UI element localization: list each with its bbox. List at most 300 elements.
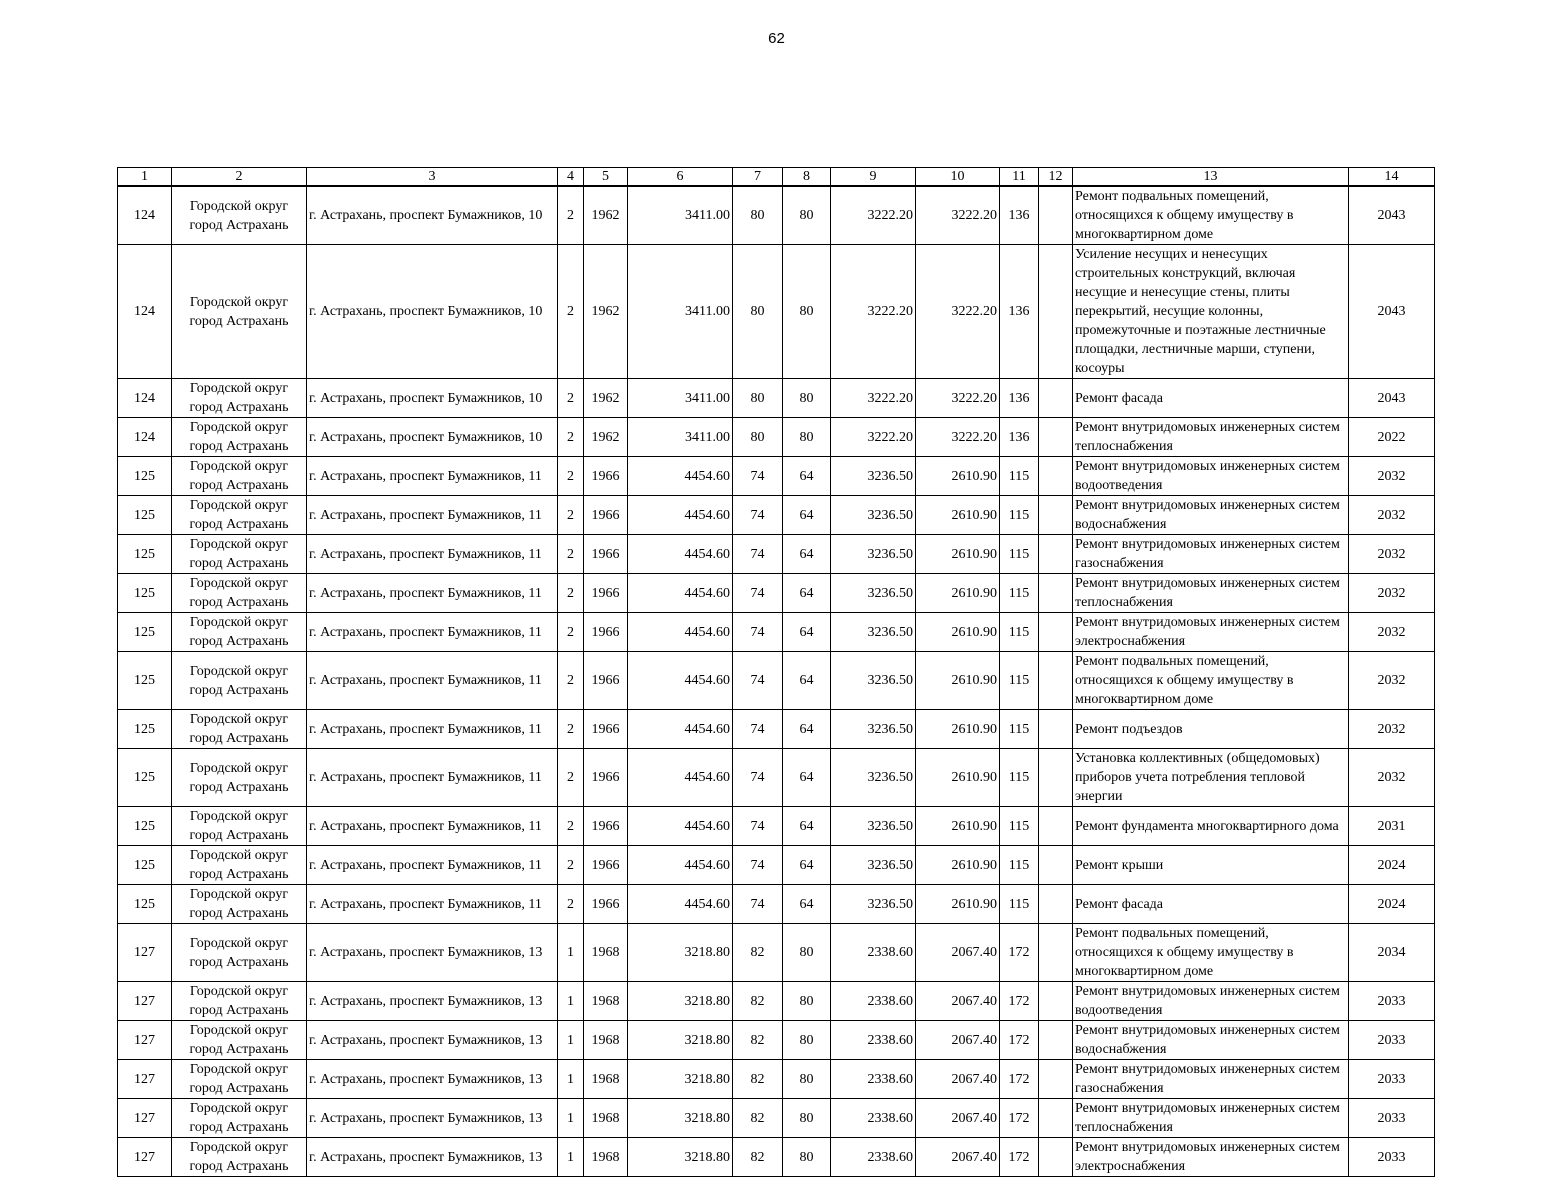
cell-col-11: 172 [1000,1060,1039,1099]
cell-col-9: 3222.20 [831,418,916,457]
cell-col-7: 74 [733,496,783,535]
column-header: 4 [558,168,584,187]
cell-col-11: 115 [1000,807,1039,846]
cell-work-type: Ремонт внутридомовых инженерных систем водоотведения [1073,982,1349,1021]
cell-col-12 [1039,982,1073,1021]
cell-col-8: 80 [783,1138,831,1177]
cell-col-4: 2 [558,418,584,457]
table-row [118,652,1435,710]
cell-col-11: 172 [1000,1138,1039,1177]
table-row [118,496,1435,535]
column-header: 9 [831,168,916,187]
cell-col-4: 2 [558,379,584,418]
cell-year-planned: 2032 [1349,613,1435,652]
cell-col-11: 136 [1000,418,1039,457]
cell-col-7: 80 [733,418,783,457]
cell-address: г. Астрахань, проспект Бумажников, 11 [307,885,558,924]
cell-col-11: 172 [1000,1099,1039,1138]
cell-col-9: 3236.50 [831,652,916,710]
cell-year: 1966 [584,749,628,807]
cell-col-4: 1 [558,1138,584,1177]
cell-col-10: 2067.40 [916,1099,1000,1138]
cell-col-7: 74 [733,652,783,710]
cell-municipality: Городской округ город Астрахань [172,1060,307,1099]
cell-year-planned: 2033 [1349,1021,1435,1060]
cell-col-11: 136 [1000,186,1039,245]
cell-col-7: 74 [733,846,783,885]
cell-municipality: Городской округ город Астрахань [172,846,307,885]
cell-col-8: 64 [783,574,831,613]
cell-work-type: Ремонт подвальных помещений, относящихся к общему имуществу в многоквартирном доме [1073,924,1349,982]
cell-col-9: 2338.60 [831,1099,916,1138]
cell-municipality: Городской округ город Астрахань [172,924,307,982]
table-row [118,846,1435,885]
cell-col-10: 2610.90 [916,574,1000,613]
cell-col-6: 3218.80 [628,1099,733,1138]
cell-col-8: 80 [783,379,831,418]
cell-municipality: Городской округ город Астрахань [172,418,307,457]
cell-work-type: Ремонт фасада [1073,379,1349,418]
cell-col-6: 3411.00 [628,418,733,457]
cell-year-planned: 2031 [1349,807,1435,846]
cell-address: г. Астрахань, проспект Бумажников, 11 [307,652,558,710]
cell-col-8: 64 [783,535,831,574]
cell-col-9: 3236.50 [831,807,916,846]
column-header: 10 [916,168,1000,187]
cell-municipality: Городской округ город Астрахань [172,1021,307,1060]
table-row [118,379,1435,418]
cell-row-number: 125 [118,652,172,710]
cell-col-4: 2 [558,710,584,749]
cell-year: 1962 [584,186,628,245]
table-row [118,749,1435,807]
cell-col-12 [1039,613,1073,652]
cell-year: 1968 [584,924,628,982]
cell-work-type: Ремонт внутридомовых инженерных систем водоснабжения [1073,1021,1349,1060]
cell-col-6: 4454.60 [628,574,733,613]
cell-year: 1968 [584,1138,628,1177]
cell-col-4: 2 [558,749,584,807]
cell-col-9: 3236.50 [831,574,916,613]
cell-col-12 [1039,574,1073,613]
cell-col-11: 115 [1000,652,1039,710]
cell-year: 1968 [584,1099,628,1138]
cell-col-12 [1039,379,1073,418]
cell-year-planned: 2033 [1349,1099,1435,1138]
cell-row-number: 125 [118,807,172,846]
cell-work-type: Ремонт крыши [1073,846,1349,885]
cell-col-6: 3218.80 [628,1138,733,1177]
cell-work-type: Ремонт внутридомовых инженерных систем электроснабжения [1073,1138,1349,1177]
cell-col-9: 3222.20 [831,186,916,245]
cell-address: г. Астрахань, проспект Бумажников, 13 [307,982,558,1021]
cell-year: 1968 [584,1021,628,1060]
cell-col-11: 136 [1000,245,1039,379]
cell-year-planned: 2043 [1349,186,1435,245]
cell-municipality: Городской округ город Астрахань [172,574,307,613]
cell-col-8: 64 [783,885,831,924]
cell-col-9: 3236.50 [831,613,916,652]
table-row [118,457,1435,496]
cell-col-6: 4454.60 [628,749,733,807]
table-row [118,245,1435,379]
cell-year: 1968 [584,1060,628,1099]
cell-year: 1962 [584,379,628,418]
table-row [118,710,1435,749]
cell-col-11: 172 [1000,924,1039,982]
cell-row-number: 124 [118,379,172,418]
cell-col-12 [1039,710,1073,749]
cell-work-type: Ремонт внутридомовых инженерных систем газоснабжения [1073,1060,1349,1099]
cell-work-type: Ремонт внутридомовых инженерных систем водоснабжения [1073,496,1349,535]
cell-col-9: 2338.60 [831,982,916,1021]
cell-year: 1966 [584,710,628,749]
cell-col-7: 74 [733,613,783,652]
cell-address: г. Астрахань, проспект Бумажников, 13 [307,1021,558,1060]
cell-address: г. Астрахань, проспект Бумажников, 11 [307,457,558,496]
cell-col-8: 80 [783,1099,831,1138]
table-row [118,1021,1435,1060]
cell-col-12 [1039,924,1073,982]
cell-col-10: 2610.90 [916,652,1000,710]
cell-col-12 [1039,885,1073,924]
cell-col-9: 3236.50 [831,710,916,749]
cell-col-8: 80 [783,186,831,245]
cell-col-4: 2 [558,807,584,846]
cell-col-4: 1 [558,924,584,982]
cell-col-7: 74 [733,749,783,807]
cell-col-12 [1039,1138,1073,1177]
cell-year-planned: 2043 [1349,245,1435,379]
cell-work-type: Ремонт подвальных помещений, относящихся к общему имуществу в многоквартирном доме [1073,186,1349,245]
cell-col-6: 3218.80 [628,1060,733,1099]
cell-row-number: 124 [118,245,172,379]
cell-col-9: 2338.60 [831,924,916,982]
cell-address: г. Астрахань, проспект Бумажников, 11 [307,846,558,885]
cell-municipality: Городской округ город Астрахань [172,807,307,846]
cell-col-12 [1039,1021,1073,1060]
cell-col-8: 80 [783,1021,831,1060]
cell-address: г. Астрахань, проспект Бумажников, 13 [307,1138,558,1177]
cell-col-4: 2 [558,652,584,710]
cell-year-planned: 2032 [1349,574,1435,613]
cell-row-number: 127 [118,1138,172,1177]
cell-address: г. Астрахань, проспект Бумажников, 11 [307,535,558,574]
cell-col-6: 4454.60 [628,885,733,924]
cell-col-4: 2 [558,574,584,613]
cell-address: г. Астрахань, проспект Бумажников, 10 [307,186,558,245]
cell-municipality: Городской округ город Астрахань [172,1138,307,1177]
table-row [118,924,1435,982]
cell-col-8: 64 [783,457,831,496]
cell-municipality: Городской округ город Астрахань [172,245,307,379]
cell-col-10: 2610.90 [916,807,1000,846]
cell-col-11: 115 [1000,496,1039,535]
cell-col-11: 115 [1000,535,1039,574]
cell-col-10: 3222.20 [916,418,1000,457]
cell-col-4: 2 [558,613,584,652]
cell-year-planned: 2032 [1349,496,1435,535]
cell-col-10: 3222.20 [916,379,1000,418]
cell-col-10: 2610.90 [916,710,1000,749]
cell-col-6: 3411.00 [628,186,733,245]
cell-work-type: Ремонт подвальных помещений, относящихся к общему имуществу в многоквартирном доме [1073,652,1349,710]
cell-col-8: 80 [783,924,831,982]
cell-col-10: 2610.90 [916,535,1000,574]
cell-col-6: 4454.60 [628,535,733,574]
cell-year: 1968 [584,982,628,1021]
cell-year-planned: 2032 [1349,749,1435,807]
cell-municipality: Городской округ город Астрахань [172,710,307,749]
cell-col-6: 3218.80 [628,924,733,982]
cell-col-12 [1039,496,1073,535]
cell-row-number: 127 [118,1060,172,1099]
table-row [118,574,1435,613]
cell-address: г. Астрахань, проспект Бумажников, 11 [307,710,558,749]
cell-col-6: 3411.00 [628,379,733,418]
cell-col-10: 2067.40 [916,1060,1000,1099]
cell-municipality: Городской округ город Астрахань [172,457,307,496]
column-header: 7 [733,168,783,187]
cell-col-6: 4454.60 [628,710,733,749]
cell-col-7: 74 [733,807,783,846]
cell-year-planned: 2032 [1349,652,1435,710]
cell-row-number: 125 [118,574,172,613]
cell-municipality: Городской округ город Астрахань [172,613,307,652]
cell-address: г. Астрахань, проспект Бумажников, 11 [307,613,558,652]
cell-col-11: 136 [1000,379,1039,418]
cell-col-12 [1039,652,1073,710]
cell-row-number: 127 [118,982,172,1021]
cell-col-8: 64 [783,807,831,846]
cell-col-11: 115 [1000,613,1039,652]
cell-col-7: 74 [733,574,783,613]
cell-address: г. Астрахань, проспект Бумажников, 13 [307,1099,558,1138]
cell-col-9: 3236.50 [831,457,916,496]
cell-col-7: 82 [733,982,783,1021]
cell-col-12 [1039,245,1073,379]
cell-address: г. Астрахань, проспект Бумажников, 10 [307,379,558,418]
cell-col-8: 64 [783,613,831,652]
table-row [118,535,1435,574]
cell-col-4: 2 [558,186,584,245]
cell-col-8: 80 [783,982,831,1021]
cell-col-8: 64 [783,710,831,749]
cell-year-planned: 2032 [1349,535,1435,574]
cell-col-4: 2 [558,846,584,885]
cell-work-type: Ремонт подъездов [1073,710,1349,749]
cell-col-10: 2610.90 [916,885,1000,924]
cell-municipality: Городской округ город Астрахань [172,982,307,1021]
cell-col-4: 2 [558,885,584,924]
cell-col-11: 115 [1000,846,1039,885]
cell-col-6: 3411.00 [628,245,733,379]
cell-col-4: 1 [558,1099,584,1138]
cell-year: 1966 [584,457,628,496]
cell-address: г. Астрахань, проспект Бумажников, 11 [307,807,558,846]
cell-address: г. Астрахань, проспект Бумажников, 13 [307,924,558,982]
cell-col-12 [1039,418,1073,457]
cell-col-12 [1039,535,1073,574]
cell-col-10: 2067.40 [916,1138,1000,1177]
cell-col-7: 74 [733,710,783,749]
cell-row-number: 127 [118,1021,172,1060]
cell-col-10: 3222.20 [916,245,1000,379]
cell-col-7: 80 [733,186,783,245]
cell-row-number: 124 [118,186,172,245]
cell-municipality: Городской округ город Астрахань [172,1099,307,1138]
cell-col-4: 2 [558,245,584,379]
cell-col-10: 2067.40 [916,982,1000,1021]
cell-col-12 [1039,807,1073,846]
cell-col-10: 2610.90 [916,457,1000,496]
cell-year: 1966 [584,885,628,924]
cell-row-number: 125 [118,710,172,749]
cell-col-6: 4454.60 [628,457,733,496]
cell-col-9: 3222.20 [831,379,916,418]
cell-row-number: 124 [118,418,172,457]
table-row [118,807,1435,846]
cell-col-8: 64 [783,749,831,807]
cell-col-6: 4454.60 [628,496,733,535]
table-row [118,1138,1435,1177]
column-header: 14 [1349,168,1435,187]
cell-col-4: 2 [558,496,584,535]
cell-col-7: 82 [733,924,783,982]
page-number: 62 [768,30,785,47]
cell-col-9: 3236.50 [831,535,916,574]
cell-municipality: Городской округ город Астрахань [172,652,307,710]
cell-col-10: 2610.90 [916,846,1000,885]
cell-col-7: 74 [733,885,783,924]
cell-col-6: 4454.60 [628,846,733,885]
cell-col-12 [1039,846,1073,885]
column-header: 2 [172,168,307,187]
cell-work-type: Установка коллективных (общедомовых) приборов учета потребления тепловой энергии [1073,749,1349,807]
cell-work-type: Усиление несущих и ненесущих строительных конструкций, включая несущие и ненесущие стены, плиты перекрытий, несущие колонны, промежуточные и поэтажные лестничные площадки, лестничные марши, ступени, косоуры [1073,245,1349,379]
cell-col-4: 1 [558,982,584,1021]
table-row [118,982,1435,1021]
cell-year: 1966 [584,613,628,652]
cell-col-7: 82 [733,1099,783,1138]
cell-year: 1962 [584,245,628,379]
cell-col-8: 80 [783,245,831,379]
cell-year: 1966 [584,846,628,885]
cell-row-number: 127 [118,1099,172,1138]
cell-col-12 [1039,457,1073,496]
column-header: 8 [783,168,831,187]
cell-work-type: Ремонт внутридомовых инженерных систем электроснабжения [1073,613,1349,652]
column-header: 11 [1000,168,1039,187]
cell-col-7: 82 [733,1060,783,1099]
cell-work-type: Ремонт внутридомовых инженерных систем теплоснабжения [1073,574,1349,613]
cell-col-8: 80 [783,1060,831,1099]
cell-col-11: 115 [1000,749,1039,807]
cell-row-number: 125 [118,613,172,652]
cell-col-4: 2 [558,535,584,574]
cell-col-11: 115 [1000,574,1039,613]
cell-municipality: Городской округ город Астрахань [172,749,307,807]
cell-row-number: 125 [118,535,172,574]
cell-col-4: 2 [558,457,584,496]
cell-year: 1962 [584,418,628,457]
cell-municipality: Городской округ город Астрахань [172,496,307,535]
cell-year-planned: 2022 [1349,418,1435,457]
cell-col-9: 3236.50 [831,496,916,535]
cell-work-type: Ремонт внутридомовых инженерных систем теплоснабжения [1073,1099,1349,1138]
cell-municipality: Городской округ город Астрахань [172,885,307,924]
cell-col-10: 2067.40 [916,924,1000,982]
table-row [118,613,1435,652]
cell-municipality: Городской округ город Астрахань [172,186,307,245]
cell-col-9: 3236.50 [831,749,916,807]
cell-col-10: 2067.40 [916,1021,1000,1060]
cell-col-6: 4454.60 [628,652,733,710]
cell-col-11: 172 [1000,982,1039,1021]
column-header: 1 [118,168,172,187]
cell-year: 1966 [584,496,628,535]
cell-row-number: 125 [118,885,172,924]
table-row [118,1099,1435,1138]
cell-col-9: 3222.20 [831,245,916,379]
cell-row-number: 125 [118,496,172,535]
cell-address: г. Астрахань, проспект Бумажников, 10 [307,245,558,379]
cell-year-planned: 2043 [1349,379,1435,418]
cell-year-planned: 2033 [1349,1060,1435,1099]
cell-col-12 [1039,749,1073,807]
cell-year-planned: 2032 [1349,457,1435,496]
cell-col-8: 64 [783,652,831,710]
cell-municipality: Городской округ город Астрахань [172,379,307,418]
cell-col-9: 2338.60 [831,1021,916,1060]
table-row [118,186,1435,245]
cell-col-7: 82 [733,1138,783,1177]
cell-col-7: 80 [733,245,783,379]
cell-work-type: Ремонт внутридомовых инженерных систем газоснабжения [1073,535,1349,574]
cell-work-type: Ремонт фасада [1073,885,1349,924]
column-header: 5 [584,168,628,187]
cell-work-type: Ремонт внутридомовых инженерных систем теплоснабжения [1073,418,1349,457]
cell-col-10: 3222.20 [916,186,1000,245]
cell-col-6: 4454.60 [628,613,733,652]
cell-year-planned: 2024 [1349,846,1435,885]
cell-col-11: 115 [1000,885,1039,924]
cell-work-type: Ремонт фундамента многоквартирного дома [1073,807,1349,846]
column-header: 13 [1073,168,1349,187]
cell-address: г. Астрахань, проспект Бумажников, 11 [307,749,558,807]
column-header: 12 [1039,168,1073,187]
cell-col-9: 3236.50 [831,846,916,885]
table-row [118,1060,1435,1099]
cell-col-12 [1039,1060,1073,1099]
cell-col-11: 115 [1000,710,1039,749]
cell-col-7: 82 [733,1021,783,1060]
cell-col-12 [1039,1099,1073,1138]
cell-work-type: Ремонт внутридомовых инженерных систем водоотведения [1073,457,1349,496]
cell-col-10: 2610.90 [916,613,1000,652]
cell-col-9: 2338.60 [831,1138,916,1177]
cell-col-8: 64 [783,496,831,535]
table-row [118,885,1435,924]
table-row [118,418,1435,457]
cell-col-10: 2610.90 [916,496,1000,535]
cell-col-12 [1039,186,1073,245]
cell-year-planned: 2024 [1349,885,1435,924]
cell-col-8: 64 [783,846,831,885]
cell-year: 1966 [584,652,628,710]
cell-address: г. Астрахань, проспект Бумажников, 11 [307,574,558,613]
cell-year-planned: 2033 [1349,1138,1435,1177]
